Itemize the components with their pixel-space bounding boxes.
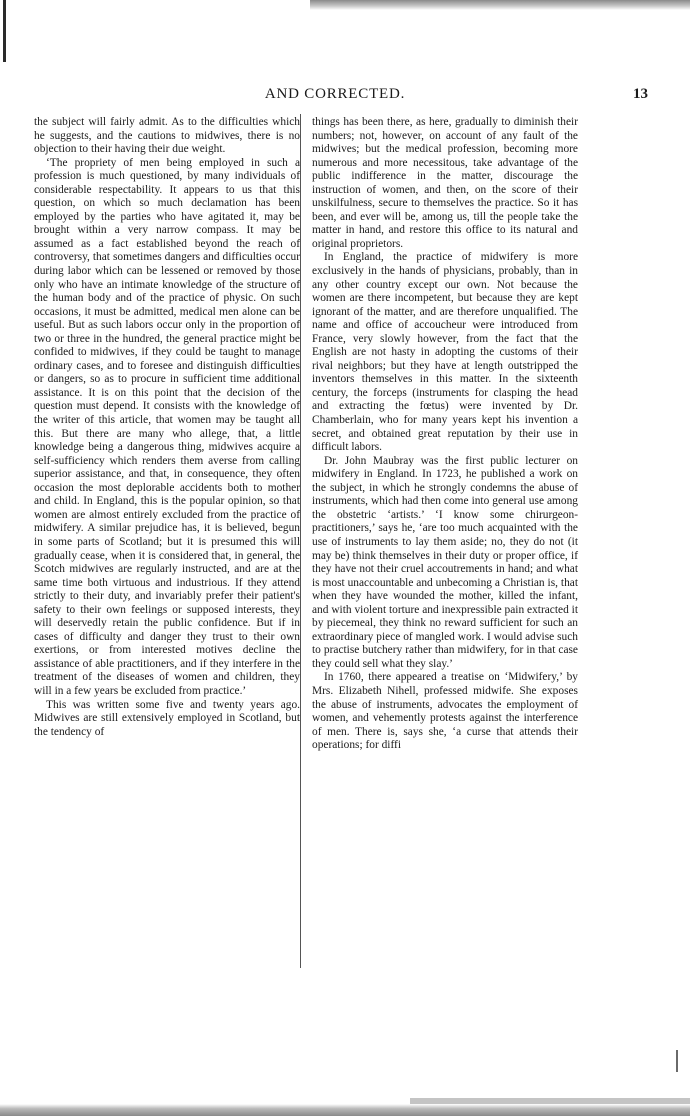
paragraph: Dr. John Maubray was the first public lecturer on midwifery in England. In 1723, he published a work on the subject, in which he strongly condemns the abuse of instruments, which had then come into general use among the obstetric ‘artists.’ ‘I know some chirurgeon-practitioners,’ says he, ‘are too much acquainted with the use of instruments to lay them aside; no, they do not (it may be) think themselves in their duty or proper office, if they have not their cruel accoutrements in hand; and what is most unaccountable and unbecoming a Christian is, that when they have wounded the mother, killed the infant, and with violent torture and inexpressible pain extracted it by piecemeal, they think no reward sufficient for such an extraordinary piece of mangled work. I would advise such to practise butchery rather than midwifery, for in that case they could sell what they slay.’ [312,454,578,670]
scan-edge-top [310,0,690,10]
paragraph: things has been there, as here, gradually to diminish their numbers; not, however, on account of any fault of the midwives; but the medical profession, becoming more numerous and more necessitous, take advantage of the public indifference in the matter, discourage the instruction of women, and then, on the score of their unskilfulness, secure to themselves the practice. So it has been, and ever will be, among us, till the people take the matter in hand, and restore this office to its natural and original proprietors. [312,116,578,250]
right-column [312,116,578,753]
paragraph: the subject will fairly admit. As to the difficulties which he suggests, and the cautions to midwives, there is no objection to their having their due weight. [34,116,300,156]
running-head: AND CORRECTED. [264,86,406,102]
scan-edge-left [3,0,6,62]
paragraph: This was written some five and twenty years ago. Midwives are still extensively employed in Scotland, but the tendency of [34,698,300,738]
scan-edge-bottom-shadow [410,1098,690,1104]
scan-mark [676,1050,678,1072]
paragraph: ‘The propriety of men being employed in such a profession is much questioned, by many individuals of considerable respectability. It appears to us that this question, on which so much declamation has been employed by the parties who have agitated it, may be brought within a very narrow compass. It may be assumed as a fact established beyond the reach of controversy, that sometimes dangers and difficulties occur during labor which can be lessened or removed by those only who have an intimate knowledge of the structure of the human body and of the practice of physic. On such occasions, it must be admitted, medical men alone can be useful. But as such labors occur only in the proportion of two or three in the hundred, the general practice might be confided to midwives, if they could be taught to manage ordinary cases, and to foresee and distinguish difficulties or dangers, so as to procure in sufficient time additional assistance. It is on this point that the decision of the question must depend. It consists with the knowledge of the writer of this article, that women may be taught all this. But there are many who allege, that, a little knowledge being a dangerous thing, midwives acquire a self-sufficiency which renders them averse from calling superior assistance, and that, in consequence, they often occasion the most deplorable accidents both to mother and child. In England, this is the popular opinion, so that women are almost entirely excluded from the practice of midwifery. A similar prejudice has, it is believed, begun in some parts of Scotland; but it is presumed this will gradually cease, when it is considered that, in general, the Scotch midwives are regularly instructed, and are at the same time both virtuous and industrious. If they attend strictly to their duty, and invariably prefer their patient's safety to their own feelings or supposed interests, they will deservedly retain the public confidence. But if in cases of difficulty and danger they trust to their own exertions, or from interested motives decline the assistance of able practitioners, and if they interfere in the treatment of the diseases of women and children, they will in a few years be excluded from practice.’ [34,156,300,697]
page-number: 13 [633,86,648,102]
scan-edge-bottom [0,1104,690,1116]
paragraph: In 1760, there appeared a treatise on ‘Midwifery,’ by Mrs. Elizabeth Nihell, professed midwife. She exposes the abuse of instruments, advocates the employment of women, and vehemently protests against the interference of men. There is, says she, ‘a curse that attends their operations; for diffi [312,671,578,752]
column-divider [300,114,301,968]
left-column [34,116,300,739]
paragraph: In England, the practice of midwifery is more exclusively in the hands of physicians, probably, than in any other country except our own. Not because the women are there incompetent, but because they are kept ignorant of the matter, and are therefore unqualified. The name and office of accoucheur were introduced from France, very slowly however, from the fact that the English are not hasty in adopting the customs of their rival neighbors; but they have at length outstripped the inventors themselves in this matter. In the sixteenth century, the forceps (instruments for clasping the head and extracting the fœtus) were invented by Dr. Chamberlain, who for many years kept his invention a secret, and obtained great reputation by their use in difficult labors. [312,251,578,454]
page-header [22,86,648,106]
